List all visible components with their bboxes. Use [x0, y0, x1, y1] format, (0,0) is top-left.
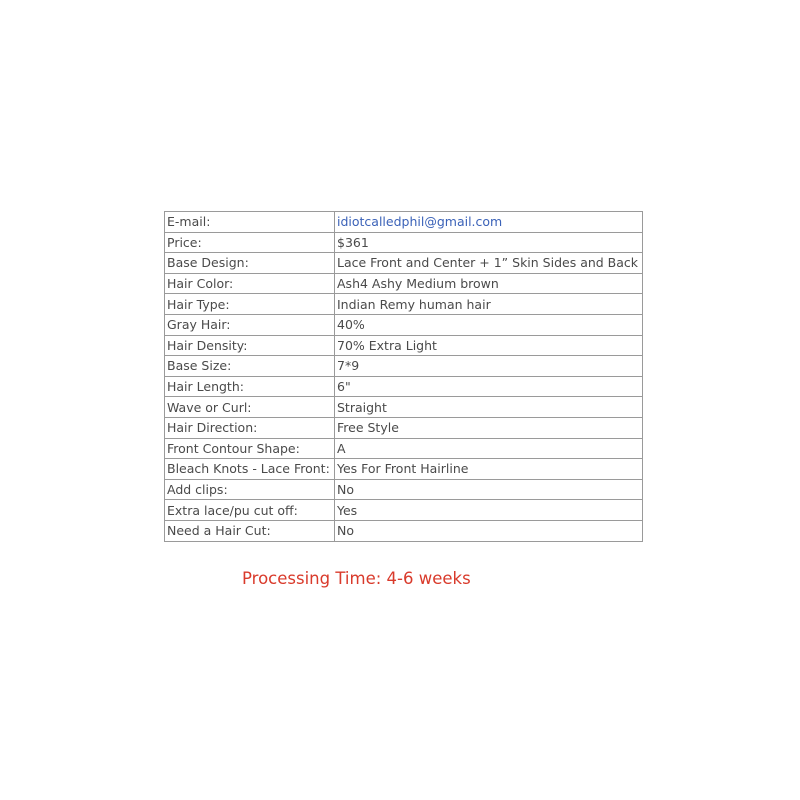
row-label: Gray Hair:: [165, 314, 335, 335]
order-details-table: [164, 211, 643, 542]
row-label: Hair Type:: [165, 294, 335, 315]
table-row: [165, 253, 643, 274]
row-label: Base Size:: [165, 356, 335, 377]
table-row: [165, 273, 643, 294]
row-value: Indian Remy human hair: [335, 294, 643, 315]
row-label: Front Contour Shape:: [165, 438, 335, 459]
table-row: [165, 397, 643, 418]
table-row: [165, 356, 643, 377]
email-link[interactable]: idiotcalledphil@gmail.com: [337, 214, 503, 230]
row-value: Lace Front and Center + 1” Skin Sides and Back: [335, 253, 643, 274]
processing-time-notice: Processing Time: 4-6 weeks: [242, 569, 471, 588]
row-value: $361: [335, 232, 643, 253]
row-label: Extra lace/pu cut off:: [165, 500, 335, 521]
table-row: [165, 376, 643, 397]
row-value: 40%: [335, 314, 643, 335]
row-value: 6": [335, 376, 643, 397]
table-row: [165, 438, 643, 459]
row-label: Hair Direction:: [165, 417, 335, 438]
row-value: Yes: [335, 500, 643, 521]
row-value: Ash4 Ashy Medium brown: [335, 273, 643, 294]
row-value: [335, 212, 643, 233]
table-row: [165, 335, 643, 356]
row-label: Hair Length:: [165, 376, 335, 397]
row-label: Hair Color:: [165, 273, 335, 294]
table-row: [165, 459, 643, 480]
row-value: No: [335, 479, 643, 500]
row-value: 7*9: [335, 356, 643, 377]
table-row: [165, 479, 643, 500]
row-label: Price:: [165, 232, 335, 253]
row-label: Hair Density:: [165, 335, 335, 356]
row-label: E-mail:: [165, 212, 335, 233]
table-row: [165, 500, 643, 521]
row-label: Need a Hair Cut:: [165, 520, 335, 541]
row-value: Free Style: [335, 417, 643, 438]
row-value: No: [335, 520, 643, 541]
row-value: Straight: [335, 397, 643, 418]
table-row: [165, 417, 643, 438]
table-row: [165, 294, 643, 315]
row-label: Base Design:: [165, 253, 335, 274]
row-label: Add clips:: [165, 479, 335, 500]
row-label: Wave or Curl:: [165, 397, 335, 418]
table-row: [165, 212, 643, 233]
table-row: [165, 232, 643, 253]
row-label: Bleach Knots - Lace Front:: [165, 459, 335, 480]
row-value: 70% Extra Light: [335, 335, 643, 356]
table-row: [165, 520, 643, 541]
table-row: [165, 314, 643, 335]
row-value: Yes For Front Hairline: [335, 459, 643, 480]
row-value: A: [335, 438, 643, 459]
